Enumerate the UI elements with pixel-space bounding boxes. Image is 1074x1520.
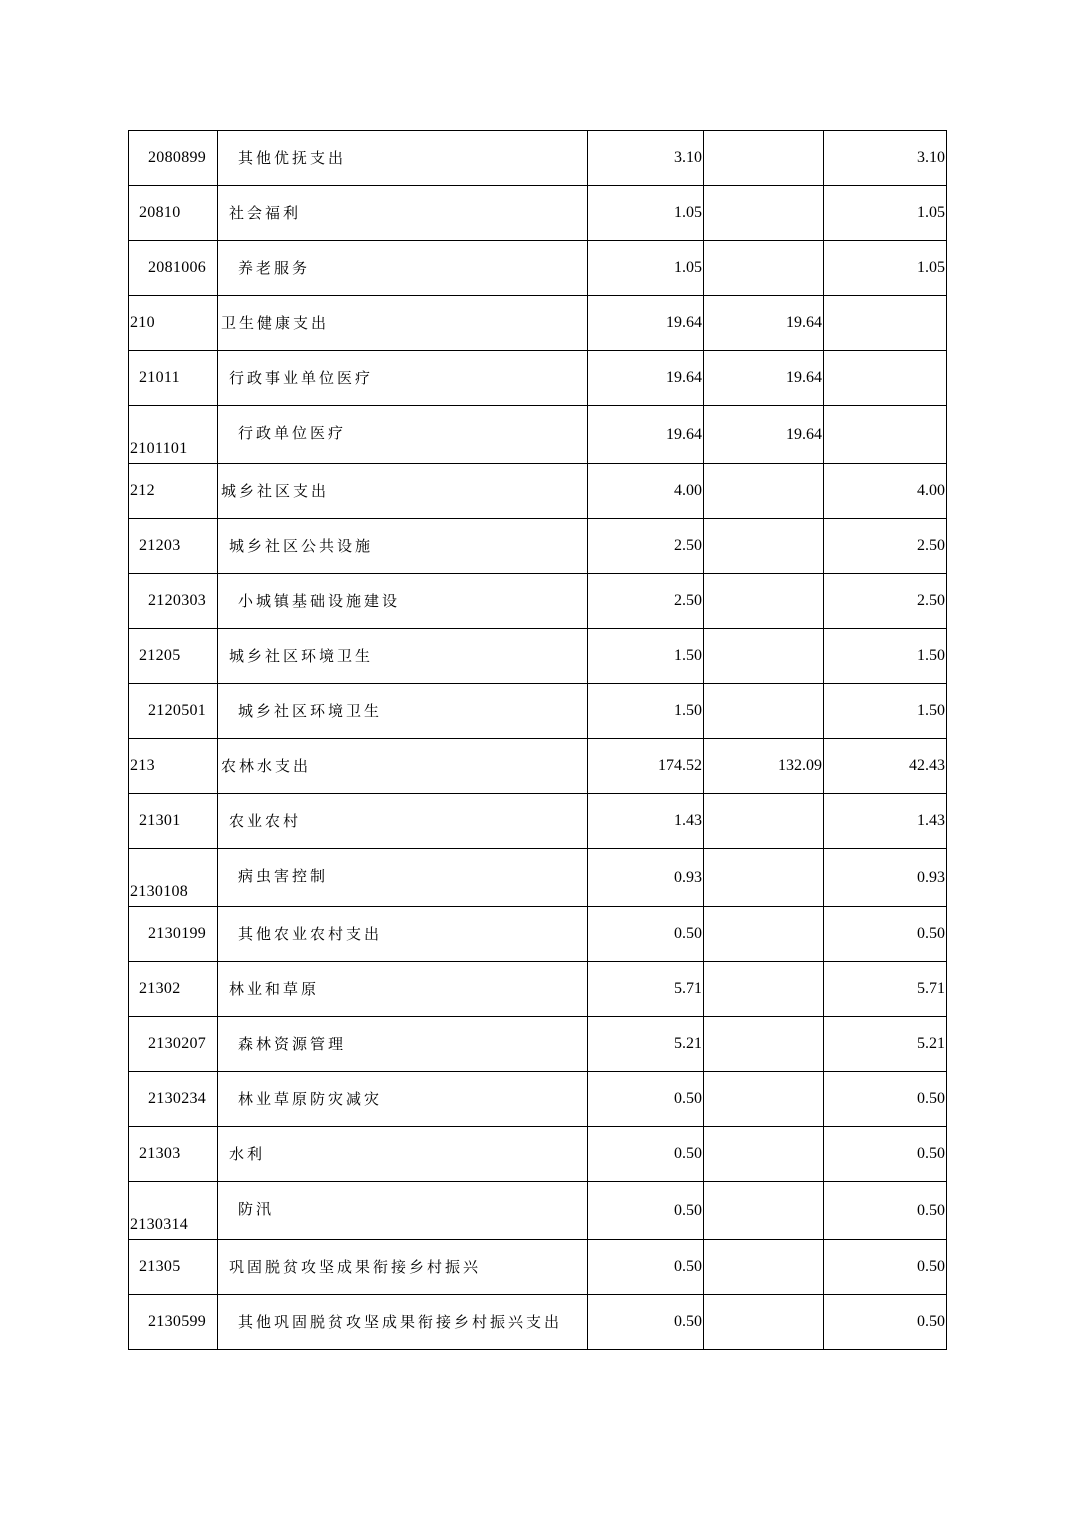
table-row xyxy=(129,907,947,962)
row-name: 巩固脱贫攻坚成果衔接乡村振兴 xyxy=(218,1240,588,1295)
row-total: 1.43 xyxy=(588,794,704,849)
row-name: 林业草原防灾减灾 xyxy=(218,1072,588,1127)
row-total: 3.10 xyxy=(588,131,704,186)
row-code: 21011 xyxy=(129,351,218,406)
row-basic xyxy=(704,794,824,849)
row-name: 行政单位医疗 xyxy=(218,406,588,464)
row-code: 212 xyxy=(129,464,218,519)
row-total: 2.50 xyxy=(588,519,704,574)
row-project: 1.05 xyxy=(824,241,947,296)
budget-table-body xyxy=(129,131,947,1350)
row-basic xyxy=(704,1072,824,1127)
row-code: 21205 xyxy=(129,629,218,684)
row-project: 1.50 xyxy=(824,629,947,684)
row-basic xyxy=(704,907,824,962)
row-basic xyxy=(704,1017,824,1072)
row-total: 1.05 xyxy=(588,241,704,296)
row-total: 0.50 xyxy=(588,1182,704,1240)
row-total: 5.71 xyxy=(588,962,704,1017)
row-code: 2101101 xyxy=(129,406,218,464)
row-project: 4.00 xyxy=(824,464,947,519)
row-project: 0.50 xyxy=(824,1240,947,1295)
row-code: 2130599 xyxy=(129,1295,218,1350)
row-basic: 19.64 xyxy=(704,406,824,464)
row-name: 城乡社区环境卫生 xyxy=(218,629,588,684)
row-code: 21302 xyxy=(129,962,218,1017)
row-basic xyxy=(704,629,824,684)
row-code: 2130108 xyxy=(129,849,218,907)
row-project: 1.05 xyxy=(824,186,947,241)
row-name: 养老服务 xyxy=(218,241,588,296)
row-code: 2120501 xyxy=(129,684,218,739)
row-basic: 19.64 xyxy=(704,296,824,351)
row-code: 21203 xyxy=(129,519,218,574)
row-code: 2120303 xyxy=(129,574,218,629)
row-total: 19.64 xyxy=(588,406,704,464)
row-code: 210 xyxy=(129,296,218,351)
row-name: 森林资源管理 xyxy=(218,1017,588,1072)
row-code: 2130199 xyxy=(129,907,218,962)
table-row xyxy=(129,629,947,684)
table-row xyxy=(129,849,947,907)
table-row xyxy=(129,1127,947,1182)
table-row xyxy=(129,241,947,296)
row-code: 2130207 xyxy=(129,1017,218,1072)
row-code: 21305 xyxy=(129,1240,218,1295)
table-row xyxy=(129,962,947,1017)
table-row xyxy=(129,131,947,186)
row-code: 20810 xyxy=(129,186,218,241)
table-row xyxy=(129,186,947,241)
row-total: 0.50 xyxy=(588,1127,704,1182)
row-code: 21303 xyxy=(129,1127,218,1182)
row-total: 0.50 xyxy=(588,1240,704,1295)
row-name: 其他优抚支出 xyxy=(218,131,588,186)
row-code: 2081006 xyxy=(129,241,218,296)
row-project: 0.50 xyxy=(824,1295,947,1350)
row-basic xyxy=(704,241,824,296)
row-name: 城乡社区环境卫生 xyxy=(218,684,588,739)
row-code: 2130234 xyxy=(129,1072,218,1127)
table-row xyxy=(129,1182,947,1240)
row-name: 防汛 xyxy=(218,1182,588,1240)
row-basic xyxy=(704,131,824,186)
row-basic xyxy=(704,464,824,519)
table-row xyxy=(129,1072,947,1127)
row-name: 社会福利 xyxy=(218,186,588,241)
table-row xyxy=(129,296,947,351)
row-total: 0.50 xyxy=(588,1072,704,1127)
row-project: 2.50 xyxy=(824,519,947,574)
row-project: 0.50 xyxy=(824,1127,947,1182)
row-total: 1.05 xyxy=(588,186,704,241)
row-code: 2080899 xyxy=(129,131,218,186)
table-row xyxy=(129,794,947,849)
row-basic xyxy=(704,574,824,629)
budget-table xyxy=(128,130,947,1350)
row-basic xyxy=(704,962,824,1017)
table-row xyxy=(129,1017,947,1072)
row-name: 小城镇基础设施建设 xyxy=(218,574,588,629)
row-name: 农林水支出 xyxy=(218,739,588,794)
row-code: 213 xyxy=(129,739,218,794)
row-project xyxy=(824,296,947,351)
row-name: 卫生健康支出 xyxy=(218,296,588,351)
table-row xyxy=(129,739,947,794)
row-project: 1.43 xyxy=(824,794,947,849)
row-total: 0.93 xyxy=(588,849,704,907)
table-row xyxy=(129,574,947,629)
row-basic xyxy=(704,684,824,739)
row-name: 行政事业单位医疗 xyxy=(218,351,588,406)
table-row xyxy=(129,464,947,519)
row-project: 2.50 xyxy=(824,574,947,629)
row-name: 林业和草原 xyxy=(218,962,588,1017)
row-basic xyxy=(704,519,824,574)
row-basic xyxy=(704,1240,824,1295)
row-project: 0.93 xyxy=(824,849,947,907)
row-project: 0.50 xyxy=(824,1072,947,1127)
row-total: 5.21 xyxy=(588,1017,704,1072)
row-total: 4.00 xyxy=(588,464,704,519)
row-total: 0.50 xyxy=(588,907,704,962)
table-row xyxy=(129,351,947,406)
table-row xyxy=(129,684,947,739)
row-total: 2.50 xyxy=(588,574,704,629)
row-project: 0.50 xyxy=(824,907,947,962)
row-project: 5.21 xyxy=(824,1017,947,1072)
row-total: 1.50 xyxy=(588,629,704,684)
row-name: 农业农村 xyxy=(218,794,588,849)
row-name: 其他巩固脱贫攻坚成果衔接乡村振兴支出 xyxy=(218,1295,588,1350)
table-row xyxy=(129,406,947,464)
table-row xyxy=(129,1295,947,1350)
row-project xyxy=(824,351,947,406)
row-total: 19.64 xyxy=(588,296,704,351)
row-code: 2130314 xyxy=(129,1182,218,1240)
row-code: 21301 xyxy=(129,794,218,849)
row-project: 1.50 xyxy=(824,684,947,739)
table-row xyxy=(129,519,947,574)
row-total: 1.50 xyxy=(588,684,704,739)
row-name: 城乡社区公共设施 xyxy=(218,519,588,574)
row-project: 0.50 xyxy=(824,1182,947,1240)
row-name: 病虫害控制 xyxy=(218,849,588,907)
row-basic xyxy=(704,186,824,241)
row-basic xyxy=(704,1295,824,1350)
row-project xyxy=(824,406,947,464)
table-row xyxy=(129,1240,947,1295)
row-total: 0.50 xyxy=(588,1295,704,1350)
row-basic xyxy=(704,849,824,907)
row-name: 城乡社区支出 xyxy=(218,464,588,519)
row-name: 其他农业农村支出 xyxy=(218,907,588,962)
row-total: 19.64 xyxy=(588,351,704,406)
row-basic xyxy=(704,1127,824,1182)
row-project: 5.71 xyxy=(824,962,947,1017)
row-basic: 132.09 xyxy=(704,739,824,794)
row-name: 水利 xyxy=(218,1127,588,1182)
row-basic xyxy=(704,1182,824,1240)
row-project: 42.43 xyxy=(824,739,947,794)
row-basic: 19.64 xyxy=(704,351,824,406)
row-total: 174.52 xyxy=(588,739,704,794)
row-project: 3.10 xyxy=(824,131,947,186)
